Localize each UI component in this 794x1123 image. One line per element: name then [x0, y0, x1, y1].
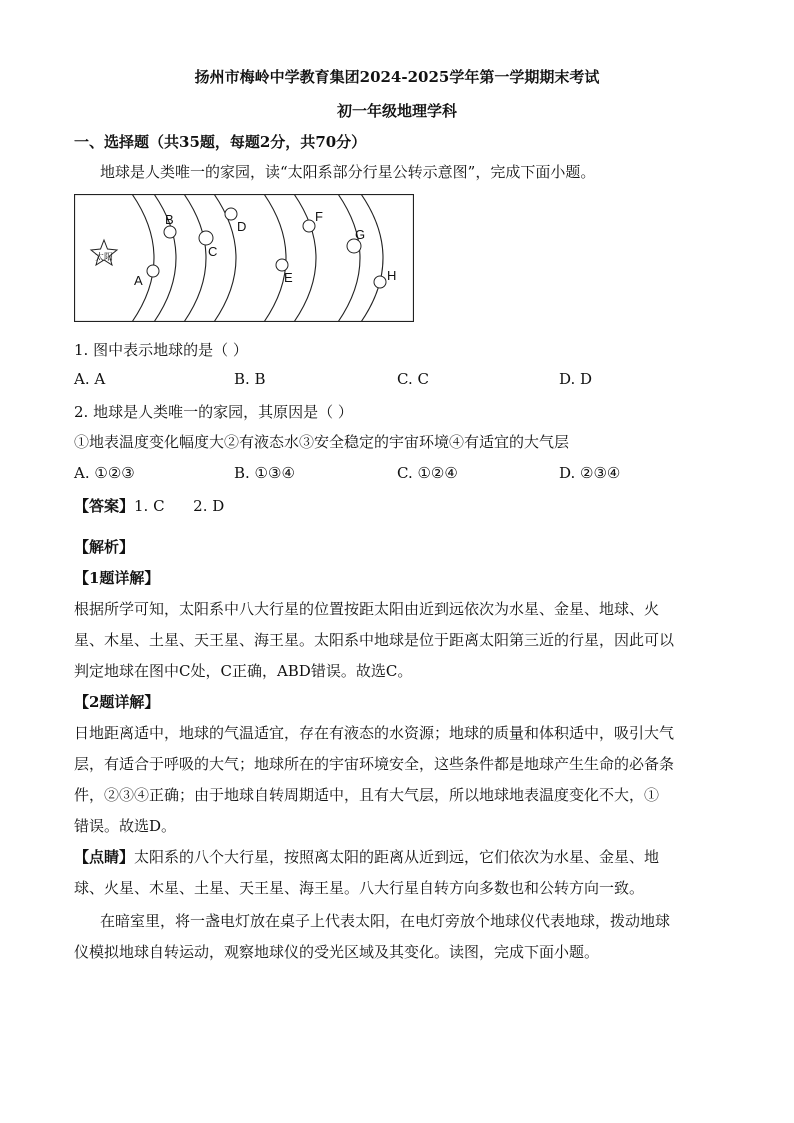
analysis-label: 【解析】: [74, 538, 135, 556]
planet-label-a: A: [134, 273, 143, 288]
planet-label-g: G: [355, 227, 366, 242]
q1-stem: 1. 图中表示地球的是（ ）: [74, 341, 248, 359]
exam-title: 扬州市梅岭中学教育集团2024-2025学年第一学期期末考试: [194, 68, 600, 86]
q1-option-c[interactable]: C. C: [397, 370, 429, 388]
q2-option-c[interactable]: C. ①②④: [397, 464, 458, 482]
q1-option-a[interactable]: A. A: [74, 370, 106, 388]
q1-detail-label: 【1题详解】: [74, 569, 160, 587]
answer-label: 【答案】: [74, 497, 135, 515]
planet-label-f: F: [315, 209, 323, 224]
planet-c: [199, 231, 213, 245]
planet-f: [303, 220, 315, 232]
q2-stem: 2. 地球是人类唯一的家园，其原因是（ ）: [74, 403, 353, 421]
planet-label-b: B: [165, 212, 174, 227]
q2-detail-line: 件，②③④正确；由于地球自转周期适中，且有大气层，所以地球地表温度变化不大，①: [74, 786, 660, 804]
q1-detail-line: 星、木星、土星、天王星、海王星。太阳系中地球是位于距离太阳第三近的行星，因此可以: [74, 631, 675, 649]
exam-subject: 初一年级地理学科: [336, 102, 457, 120]
q1-option-d[interactable]: D. D: [559, 370, 593, 388]
q2-detail-line: 层，有适合于呼吸的大气；地球所在的宇宙环境安全，这些条件都是地球产生生命的必备条: [74, 755, 675, 773]
q2-detail-line: 错误。故选D。: [74, 817, 177, 835]
tip-line: [74, 846, 659, 867]
planet-b: [164, 226, 176, 238]
section-intro: 地球是人类唯一的家园，读“太阳系部分行星公转示意图”，完成下面小题。: [100, 163, 596, 181]
q2-detail-label: 【2题详解】: [74, 693, 160, 711]
planet-label-c: C: [208, 244, 218, 259]
q2-option-b[interactable]: B. ①③④: [234, 464, 295, 482]
answer-line: [74, 495, 224, 516]
tip-label: 【点睛】: [74, 848, 135, 866]
sun-label: 太阳: [94, 252, 114, 262]
planet-label-e: E: [284, 270, 293, 285]
planet-h: [374, 276, 386, 288]
section-heading: 一、选择题（共35题，每题2分，共70分）: [74, 133, 367, 151]
answer-text: 1. C 2. D: [134, 497, 225, 515]
solar-system-diagram: [74, 194, 414, 322]
tip-text: 太阳系的八个大行星，按照离太阳的距离从近到远，它们依次为水星、金星、地: [134, 848, 660, 866]
q1-detail-line: 判定地球在图中C处，C正确，ABD错误。故选C。: [74, 662, 413, 680]
q2-conditions: ①地表温度变化幅度大②有液态水③安全稳定的宇宙环境④有适宜的大气层: [74, 433, 570, 451]
planet-label-h: H: [387, 268, 397, 283]
planet-d: [225, 208, 237, 220]
q2-detail-line: 日地距离适中，地球的气温适宜，存在有液态的水资源；地球的质量和体积适中，吸引大气: [74, 724, 675, 742]
planet-label-d: D: [237, 219, 247, 234]
tip-line: 球、火星、木星、土星、天王星、海王星。八大行星自转方向多数也和公转方向一致。: [74, 879, 645, 897]
q2-option-d[interactable]: D. ②③④: [559, 464, 621, 482]
q2-option-a[interactable]: A. ①②③: [74, 464, 135, 482]
q1-detail-line: 根据所学可知，太阳系中八大行星的位置按距太阳由近到远依次为水星、金星、地球、火: [74, 600, 660, 618]
next-intro-line: 在暗室里，将一盏电灯放在桌子上代表太阳，在电灯旁放个地球仪代表地球，拨动地球: [100, 912, 671, 930]
planet-a: [147, 265, 159, 277]
next-intro-line: 仪模拟地球自转运动，观察地球仪的受光区域及其变化。读图，完成下面小题。: [74, 943, 600, 961]
q1-option-b[interactable]: B. B: [234, 370, 266, 388]
